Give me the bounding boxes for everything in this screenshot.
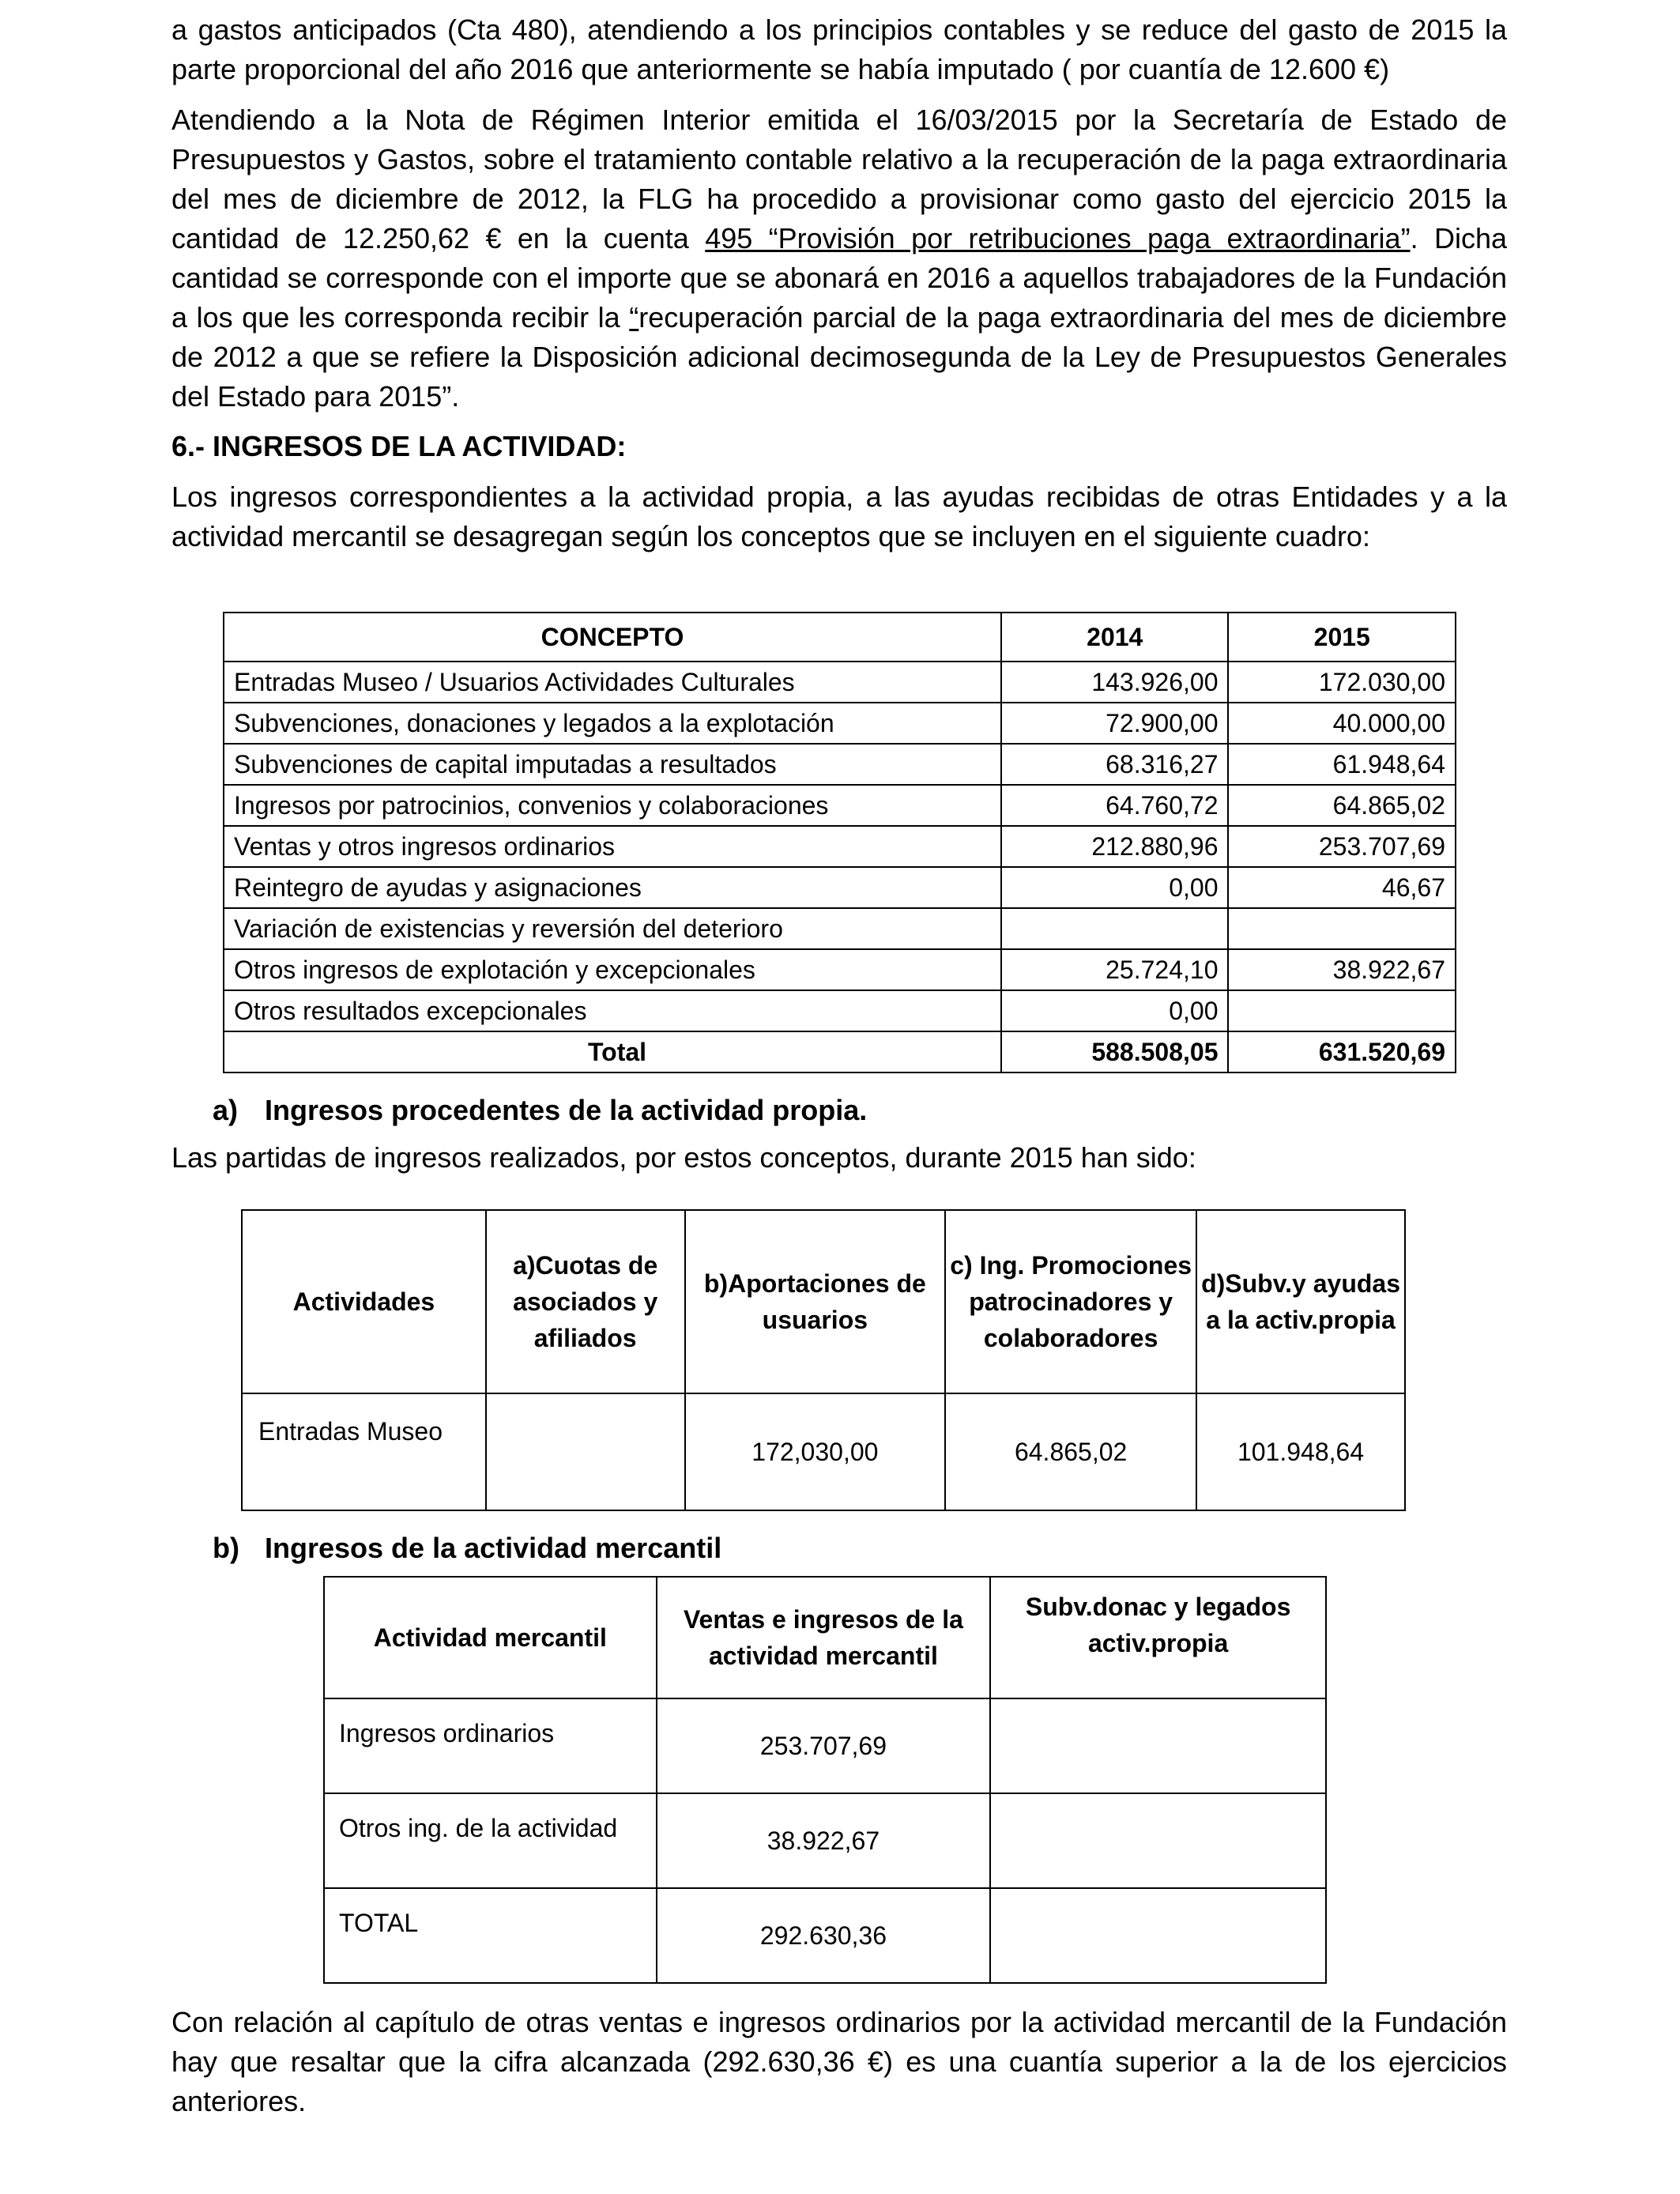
paragraph-gastos-anticipados: a gastos anticipados (Cta 480), atendiendo a los principios contables y se reduce del gasto de 2015 la parte proporcional del año 2016 que anteriormente se había imputado ( por cuantía de 12.600 €)	[171, 13, 1507, 85]
concept-cell: Otros ingresos de explotación y excepcionales	[224, 949, 1001, 990]
concept-cell: Total	[224, 1031, 1001, 1072]
subsection-title: Ingresos de la actividad mercantil	[265, 1532, 722, 1564]
column-header: b)Aportaciones de usuarios	[685, 1210, 946, 1393]
table-row	[224, 703, 1456, 744]
amount-cell	[1228, 908, 1456, 949]
table-row	[224, 990, 1456, 1031]
account-reference: 495 “Provisión por retribuciones paga extraordinaria”	[705, 222, 1411, 254]
column-header: Actividad mercantil	[324, 1577, 657, 1698]
column-header: a)Cuotas de asociados y afiliados	[486, 1210, 685, 1393]
amount-cell: 172.030,00	[1228, 662, 1456, 703]
paragraph-text: recuperación parcial de la paga extraordinaria del mes de diciembre de 2012 a que se refiere la Disposición adicional decimosegunda de la Ley de Presupuestos Generales del Estado para 2015”.	[171, 301, 1507, 413]
own-activity-table	[241, 1209, 1406, 1511]
table-row	[324, 1793, 1326, 1888]
concept-cell: Variación de existencias y reversión del deterioro	[224, 908, 1001, 949]
concept-cell: Entradas Museo / Usuarios Actividades Culturales	[224, 662, 1001, 703]
amount-cell: 40.000,00	[1228, 703, 1456, 744]
income-table	[223, 612, 1456, 1073]
amount-cell: 631.520,69	[1228, 1031, 1456, 1072]
column-header: Actividades	[242, 1210, 486, 1393]
subsection-label: a)	[213, 1094, 239, 1126]
table-header-row	[324, 1577, 1326, 1698]
table-header-row	[242, 1210, 1405, 1393]
table-cell: Ingresos ordinarios	[324, 1698, 657, 1793]
amount-cell: 61.948,64	[1228, 744, 1456, 785]
table-row	[224, 744, 1456, 785]
concept-cell: Reintegro de ayudas y asignaciones	[224, 867, 1001, 908]
amount-cell: 38.922,67	[1228, 949, 1456, 990]
amount-cell: 68.316,27	[1001, 744, 1228, 785]
table-cell	[990, 1698, 1326, 1793]
amount-cell: 212.880,96	[1001, 826, 1228, 867]
table-row	[242, 1393, 1405, 1510]
amount-cell: 25.724,10	[1001, 949, 1228, 990]
column-header: 2015	[1228, 613, 1456, 662]
column-header: d)Subv.y ayudas a la activ.propia	[1196, 1210, 1405, 1393]
table-cell: Entradas Museo	[242, 1393, 486, 1510]
subsection-a-heading	[213, 1091, 1507, 1130]
table-row	[224, 785, 1456, 826]
table-row	[324, 1698, 1326, 1793]
table-cell: 172,030,00	[685, 1393, 946, 1510]
amount-cell: 588.508,05	[1001, 1031, 1228, 1072]
table-cell: 253.707,69	[657, 1698, 991, 1793]
table-cell: Otros ing. de la actividad	[324, 1793, 657, 1888]
table-row	[224, 867, 1456, 908]
amount-cell: 0,00	[1001, 990, 1228, 1031]
amount-cell: 64.760,72	[1001, 785, 1228, 826]
table-cell: 292.630,36	[657, 1888, 991, 1983]
mercantil-table	[323, 1576, 1327, 1984]
paragraph-nota-regimen	[171, 100, 1507, 417]
table-cell: 64.865,02	[945, 1393, 1196, 1510]
concept-cell: Subvenciones de capital imputadas a resultados	[224, 744, 1001, 785]
section-heading: 6.- INGRESOS DE LA ACTIVIDAD:	[171, 430, 627, 462]
amount-cell: 0,00	[1001, 867, 1228, 908]
column-header: c) Ing. Promociones patrocinadores y colaboradores	[945, 1210, 1196, 1393]
concept-cell: Ingresos por patrocinios, convenios y colaboraciones	[224, 785, 1001, 826]
table-row	[224, 949, 1456, 990]
subsection-label: b)	[213, 1532, 239, 1564]
subsection-a-intro: Las partidas de ingresos realizados, por estos conceptos, durante 2015 han sido:	[171, 1141, 1196, 1174]
table-cell: 101.948,64	[1196, 1393, 1405, 1510]
paragraph-text: . Dicha cantidad se corresponde con el importe que se abonará en 2016 a aquellos trabajadores de la Fundación a los que les corresponda recibir la	[171, 222, 1507, 334]
concept-cell: Otros resultados excepcionales	[224, 990, 1001, 1031]
concept-cell: Ventas y otros ingresos ordinarios	[224, 826, 1001, 867]
table-cell: TOTAL	[324, 1888, 657, 1983]
column-header: Ventas e ingresos de la actividad mercantil	[657, 1577, 991, 1698]
section-intro: Los ingresos correspondientes a la actividad propia, a las ayudas recibidas de otras Entidades y a la actividad mercantil se desagregan según los conceptos que se incluyen en el siguiente cuadro:	[171, 481, 1507, 552]
amount-cell: 64.865,02	[1228, 785, 1456, 826]
table-row	[224, 826, 1456, 867]
amount-cell: 46,67	[1228, 867, 1456, 908]
table-cell	[990, 1793, 1326, 1888]
open-quote: “	[629, 301, 639, 334]
table-row	[324, 1888, 1326, 1983]
subsection-b-heading	[213, 1529, 1507, 1568]
table-row	[224, 908, 1456, 949]
closing-paragraph: Con relación al capítulo de otras ventas e ingresos ordinarios por la actividad mercantil de la Fundación hay que resaltar que la cifra alcanzada (292.630,36 €) es una cuantía superior a la de los ejercicios anteriores.	[171, 2006, 1507, 2117]
table-cell	[486, 1393, 685, 1510]
amount-cell: 143.926,00	[1001, 662, 1228, 703]
document-page	[171, 0, 1507, 2121]
table-header-row	[224, 613, 1456, 662]
concept-cell: Subvenciones, donaciones y legados a la explotación	[224, 703, 1001, 744]
paragraph-text: Atendiendo a la Nota de Régimen Interior emitida el 16/03/2015 por la Secretaría de Estado de Presupuestos y Gastos, sobre el tratamiento contable relativo a la recuperación de la paga extraordinaria del mes de diciembre de 2012, la FLG ha procedido a provisionar como gasto del ejercicio 2015 la cantidad de 12.250,62 € en la cuenta	[171, 104, 1507, 254]
column-header: 2014	[1001, 613, 1228, 662]
amount-cell: 72.900,00	[1001, 703, 1228, 744]
amount-cell: 253.707,69	[1228, 826, 1456, 867]
amount-cell	[1228, 990, 1456, 1031]
column-header: Subv.donac y legados activ.propia	[990, 1577, 1326, 1698]
table-row	[224, 662, 1456, 703]
subsection-title: Ingresos procedentes de la actividad propia.	[265, 1094, 868, 1126]
amount-cell	[1001, 908, 1228, 949]
column-header: CONCEPTO	[224, 613, 1001, 662]
table-cell	[990, 1888, 1326, 1983]
table-total-row	[224, 1031, 1456, 1072]
table-cell: 38.922,67	[657, 1793, 991, 1888]
